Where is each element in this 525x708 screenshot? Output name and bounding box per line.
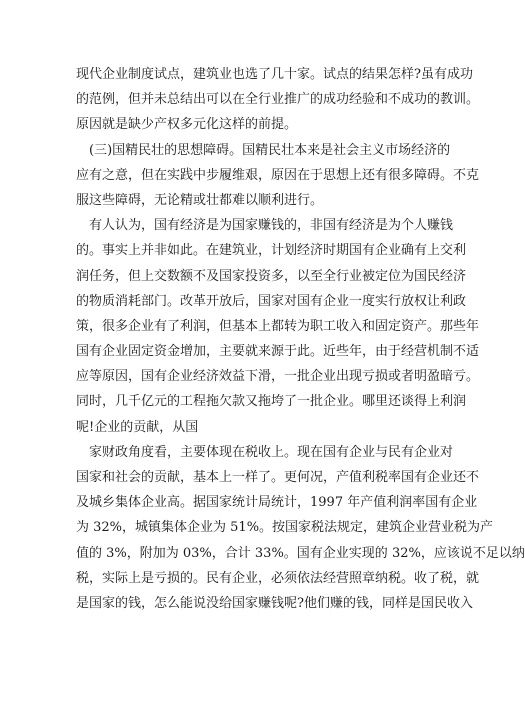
document-body [76,62,525,616]
text-line: 有人认为，国有经济是为国家赚钱的，非国有经济是为个人赚钱 [89,218,454,234]
text-line: 值的 3%，附加为 03%，合计 33%。国有企业实现的 32%，应该说不足以纳 [76,545,525,561]
text-line: 应有之意，但在实践中步履维艰，原因在于思想上还有很多障碍。不克 [76,167,480,183]
text-line: 的范例，但并未总结出可以在全行业推广的成功经验和不成功的教训。 [76,92,480,108]
text-line: 策，很多企业有了利润，但基本上都转为职工收入和固定资产。那些年 [76,318,480,334]
paragraph-1 [76,62,480,138]
text-line: 家财政角度看，主要体现在税收上。现在国有企业与民有企业对 [89,444,454,460]
text-line: 润任务，但上交数额不及国家投资多，以至全行业被定位为国民经济 [76,268,467,284]
text-line: 原因就是缺少产权多元化这样的前提。 [76,117,298,133]
paragraph-2 [76,138,480,214]
text-line: 为 32%，城镇集体企业为 51%。按国家税法规定，建筑企业营业税为产 [76,520,494,536]
text-line: 国家和社会的贡献，基本上一样了。更何况，产值利税率国有企业还不 [76,470,480,485]
text-line: 同时，几千亿元的工程拖欠款又拖垮了一批企业。哪里还谈得上利润 [76,394,467,410]
text-line: 的。事实上并非如此。在建筑业，计划经济时期国有企业确有上交利 [76,243,467,259]
text-line: 呢!企业的贡献，从国 [76,419,199,435]
text-line: 是国家的钱，怎么能说没给国家赚钱呢?他们赚的钱，同样是国民收入 [76,595,473,611]
text-line: 的物质消耗部门。改革开放后，国家对国有企业一度实行放权让利政 [76,293,467,309]
text-line: 国有企业固定资金增加，主要就来源于此。近些年，由于经营机制不适 [76,344,480,360]
paragraph-4 [76,440,525,616]
text-line: 及城乡集体企业高。据国家统计局统计，1997 年产值利润率国有企业 [76,495,478,511]
text-line: 应等原因，国有企业经济效益下滑，一批企业出现亏损或者明盈暗亏。 [76,369,480,385]
text-line: (三)国精民壮的思想障碍。国精民壮本来是社会主义市场经济的 [89,142,451,158]
text-line: 现代企业制度试点，建筑业也选了几十家。试点的结果怎样?虽有成功 [76,67,473,82]
paragraph-3 [76,213,480,440]
text-line: 服这些障碍，无论精或壮都难以顺利进行。 [76,192,324,208]
text-line: 税，实际上是亏损的。民有企业，必须依法经营照章纳税。收了税，就 [76,570,480,586]
